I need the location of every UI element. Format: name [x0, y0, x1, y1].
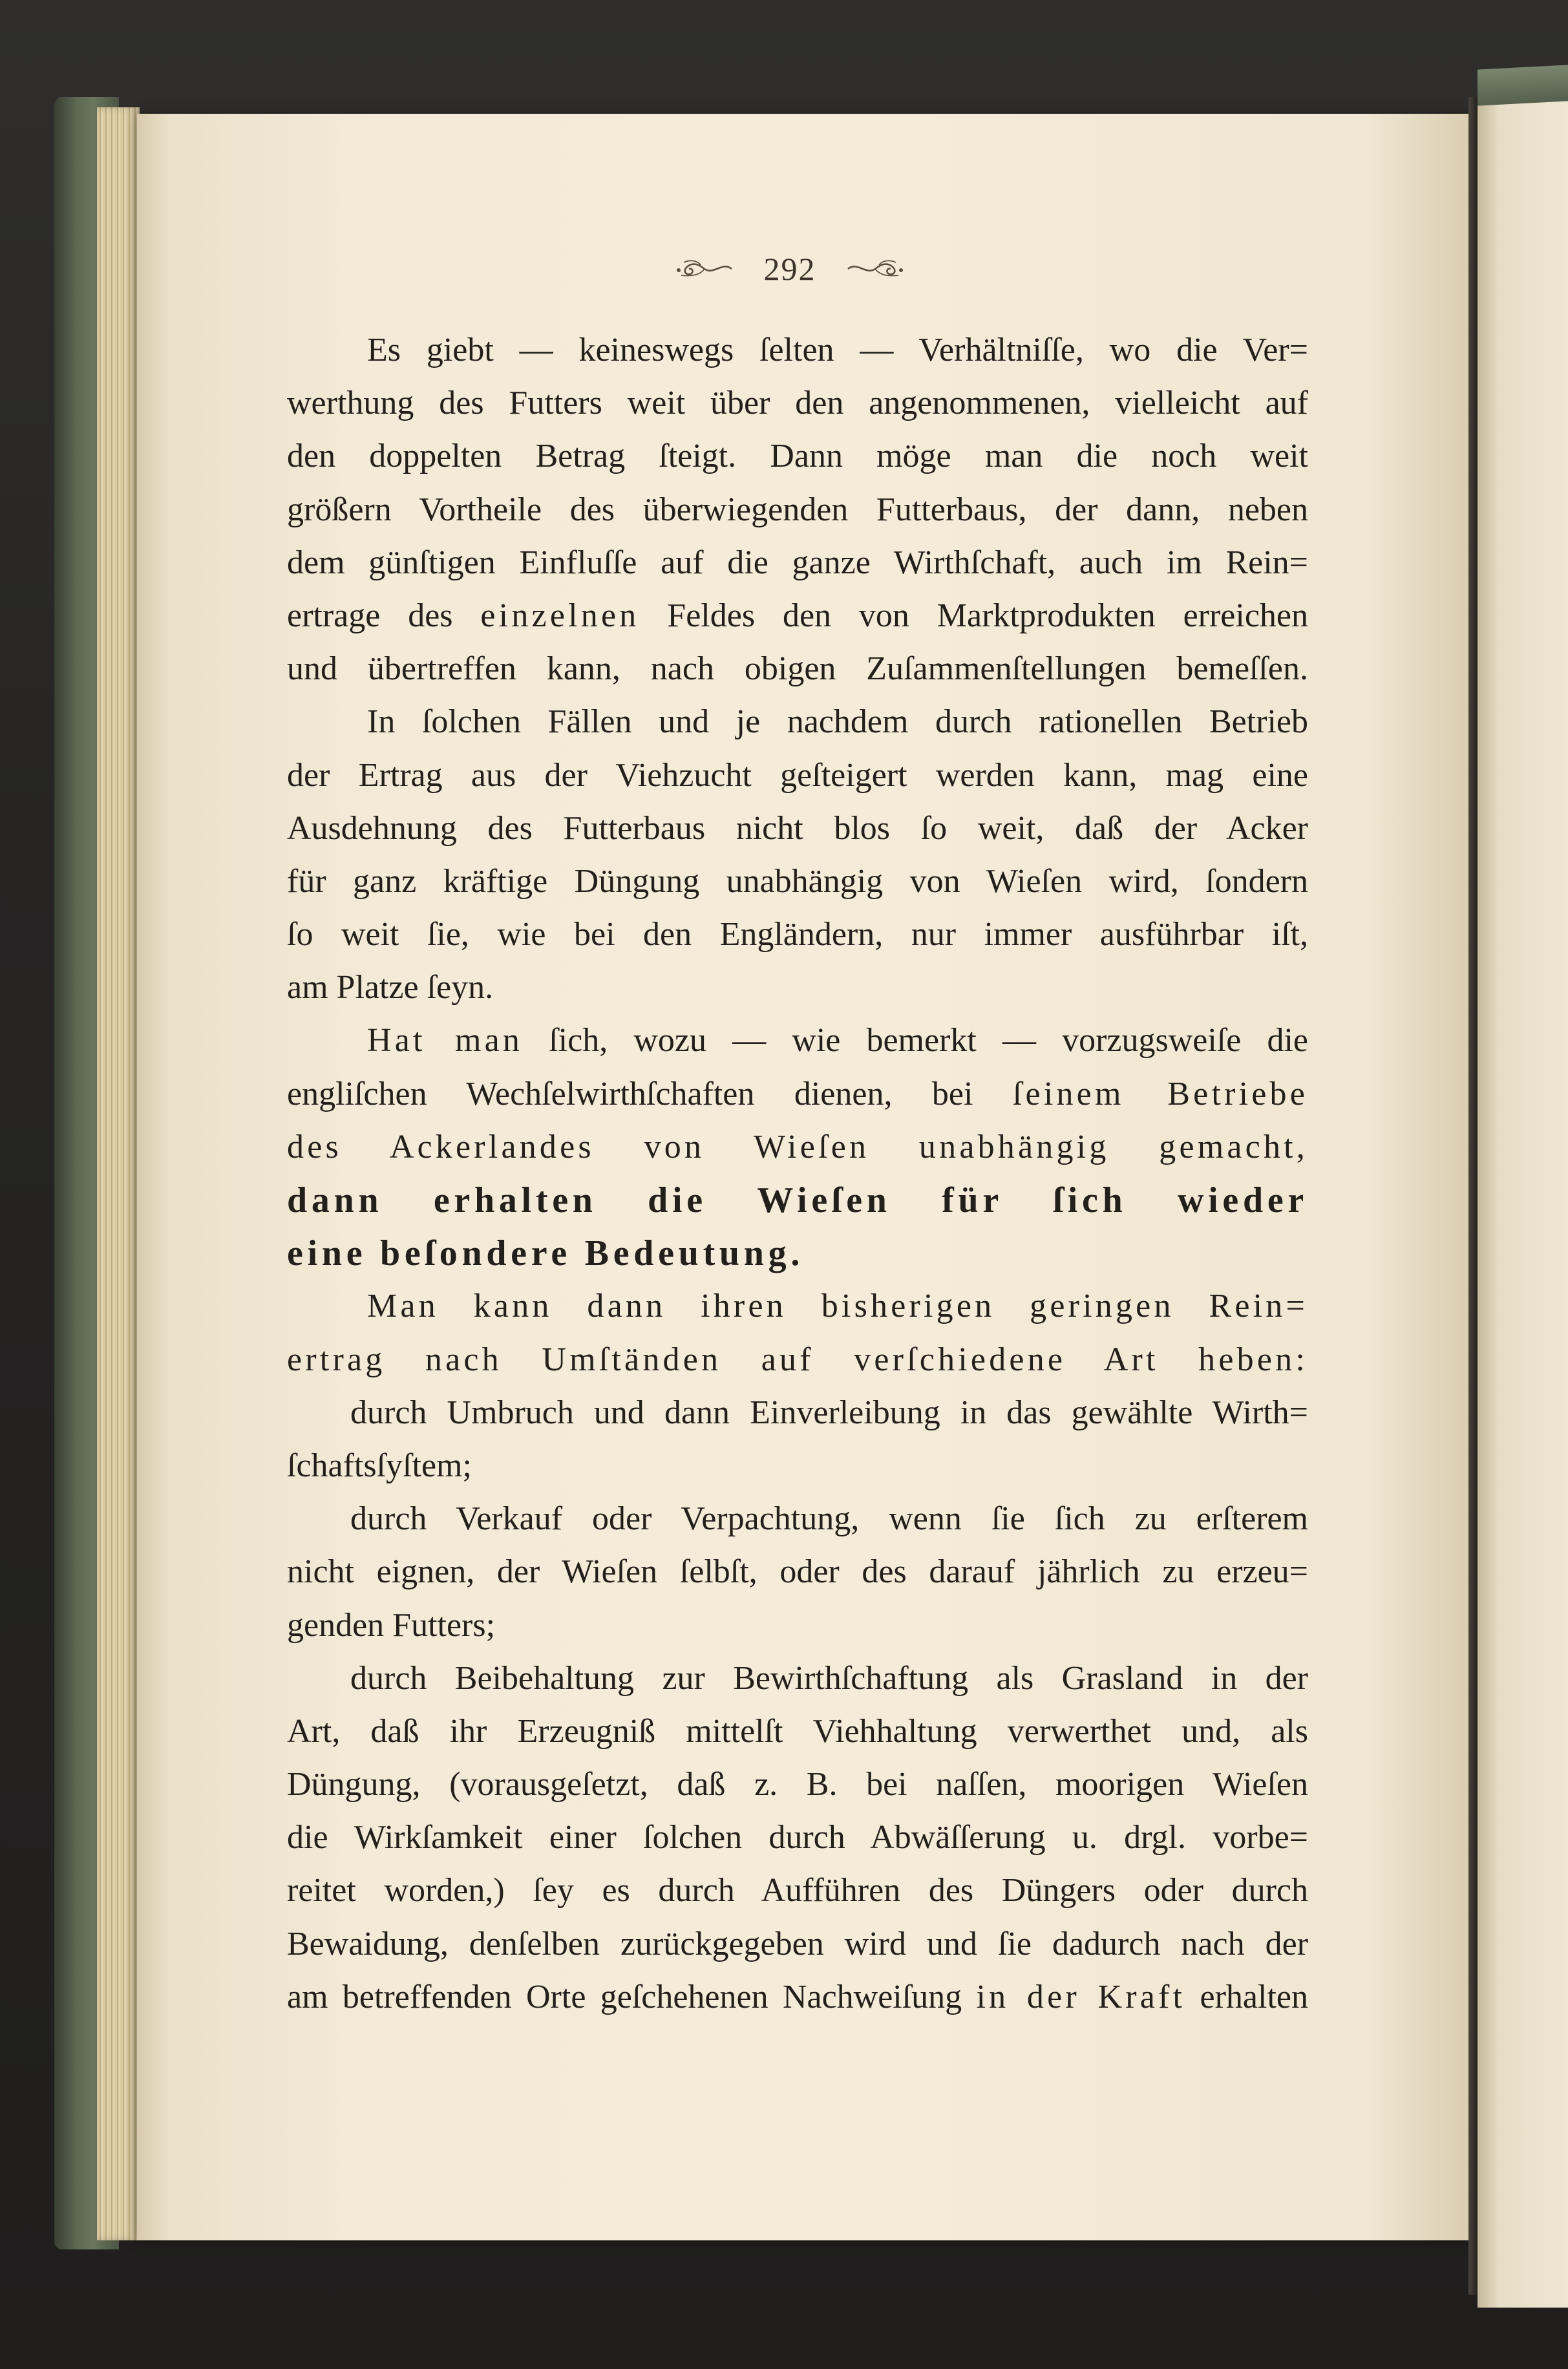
text-line: [287, 483, 1308, 536]
spaced-emphasis: Hat man: [367, 1022, 524, 1059]
line-text: der Ertrag aus der Viehzucht geſteigert werden kann, mag eine: [287, 756, 1308, 794]
line-text: Düngung, (vorausgeſetzt, daß z. B. bei naſſen, moorigen Wieſen: [287, 1766, 1308, 1803]
line-text: reitet worden,) ſey es durch Aufführen des Düngers oder durch: [287, 1872, 1308, 1909]
line-text: [287, 1341, 1308, 1378]
paragraph: [287, 1280, 1308, 1386]
text-run: am betreffenden Orte geſchehenen Nachweiſung: [287, 1978, 977, 2015]
text-line: [287, 908, 1308, 961]
text-line: [287, 855, 1308, 908]
line-text: In ſolchen Fällen und je nachdem durch rationellen Betrieb: [367, 703, 1308, 741]
text-line: [287, 643, 1308, 696]
text-run: erhalten: [1185, 1978, 1308, 2015]
line-text: [287, 1979, 1308, 2015]
text-line: [287, 749, 1308, 802]
line-text: für ganz kräftige Düngung unabhängig von Wieſen wird, ſondern: [287, 862, 1308, 900]
text-line: [287, 1546, 1308, 1599]
line-text: und übertreffen kann, nach obigen Zuſammenſtellungen bemeſſen.: [287, 650, 1308, 688]
line-text: [287, 597, 1308, 634]
text-line: [287, 961, 1308, 1014]
line-text: ſchaftsſyſtem;: [287, 1447, 472, 1484]
header-ornament-left-icon: [675, 256, 733, 282]
list-item: [287, 1386, 1308, 1493]
spaced-emphasis: einzelnen: [480, 597, 640, 634]
line-text: [287, 1076, 1308, 1112]
text-line: [287, 1174, 1308, 1227]
text-line: [287, 1811, 1308, 1864]
text-line: [287, 1333, 1308, 1386]
text-run: engliſchen Wechſelwirthſchaften dienen, bei: [287, 1075, 1013, 1112]
line-text: durch Verkauf oder Verpachtung, wenn ſie ſich zu erſterem: [350, 1500, 1308, 1538]
line-text: werthung des Futters weit über den angenommenen, vielleicht auf: [287, 385, 1308, 422]
line-text: Ausdehnung des Futterbaus nicht blos ſo weit, daß der Acker: [287, 809, 1308, 847]
spaced-emphasis: ſeinem Betriebe: [1012, 1075, 1308, 1112]
text-line: [287, 1758, 1308, 1811]
text-block: [287, 324, 1308, 2024]
text-line: [287, 1705, 1308, 1758]
text-line: [287, 1493, 1308, 1546]
text-line: [287, 324, 1308, 377]
text-line: [287, 1652, 1308, 1705]
line-text: Es giebt — keineswegs ſelten — Verhältniſſe, wo die Ver=: [367, 332, 1308, 368]
spaced-emphasis: des Ackerlandes von Wieſen unabhängig gemacht,: [287, 1128, 1308, 1165]
line-text: nicht eignen, der Wieſen ſelbſt, oder des darauf jährlich zu erzeu=: [287, 1553, 1308, 1591]
list-item: [287, 1493, 1308, 1652]
paragraph: [287, 1014, 1308, 1280]
text-line: [287, 1280, 1308, 1333]
text-line: [287, 1864, 1308, 1917]
bold-emphasis: dann erhalten die Wieſen für ſich wieder: [287, 1180, 1308, 1220]
line-text: am Platze ſeyn.: [287, 969, 494, 1006]
text-line: [287, 696, 1308, 749]
line-text: Art, daß ihr Erzeugniß mittelſt Viehhaltung verwerthet und, als: [287, 1712, 1308, 1750]
text-line: [287, 1439, 1308, 1493]
line-text: dem günſtigen Einfluſſe auf die ganze Wirthſchaft, auch im Rein=: [287, 544, 1308, 581]
line-text: [367, 1288, 1308, 1324]
paragraph: [287, 324, 1308, 696]
text-run: ertrage des: [287, 597, 481, 634]
bold-emphasis: eine beſondere Bedeutung.: [287, 1233, 805, 1274]
line-text: den doppelten Betrag ſteigt. Dann möge man die noch weit: [287, 438, 1308, 475]
book-gutter: [1468, 97, 1478, 2295]
text-line: [287, 1068, 1308, 1121]
page-number: 292: [763, 251, 816, 287]
line-text: ſo weit ſie, wie bei den Engländern, nur immer ausführbar iſt,: [287, 916, 1308, 953]
header-ornament-right-icon: [847, 256, 905, 282]
spaced-emphasis: ertrag nach Umſtänden auf verſchiedene Art heben:: [287, 1341, 1308, 1378]
spaced-emphasis: Man kann dann ihren bisherigen geringen Rein=: [367, 1288, 1308, 1325]
text-line: [287, 377, 1308, 430]
text-line: [287, 1227, 1308, 1280]
line-text: [287, 1180, 1308, 1220]
line-text: größern Vortheile des überwiegenden Futterbaus, der dann, neben: [287, 491, 1308, 528]
text-line: [287, 1918, 1308, 1971]
page-block-edges: [97, 107, 140, 2240]
line-text: genden Futters;: [287, 1606, 496, 1644]
text-line: [287, 1386, 1308, 1439]
line-text: durch Beibehaltung zur Bewirthſchaftung als Grasland in der: [350, 1659, 1308, 1697]
text-line: [287, 1971, 1308, 2024]
list-item: [287, 1652, 1308, 2024]
text-line: [287, 1599, 1308, 1652]
line-text: Bewaidung, denſelben zurückgegeben wird und ſie dadurch nach der: [287, 1925, 1308, 1962]
text-line: [287, 536, 1308, 590]
line-text: durch Umbruch und dann Einverleibung in das gewählte Wirth=: [350, 1394, 1308, 1431]
facing-page-edge: [1478, 90, 1568, 2308]
spaced-emphasis: in der Kraft: [976, 1978, 1186, 2015]
line-text: [287, 1233, 805, 1274]
text-line: [287, 430, 1308, 483]
text-line: [287, 1014, 1308, 1067]
text-line: [287, 802, 1308, 855]
text-run: ſich, wozu — wie bemerkt — vorzugsweiſe die: [523, 1022, 1308, 1059]
line-text: [367, 1022, 1308, 1059]
line-text: die Wirkſamkeit einer ſolchen durch Abwäſſerung u. drgl. vorbe=: [287, 1819, 1308, 1856]
book-cover-corner: [1478, 65, 1568, 105]
line-text: [287, 1129, 1308, 1165]
page-header: [667, 248, 913, 290]
text-line: [287, 1121, 1308, 1174]
text-line: [287, 590, 1308, 643]
text-run: Feldes den von Marktprodukten erreichen: [639, 597, 1308, 634]
paragraph: [287, 696, 1308, 1014]
